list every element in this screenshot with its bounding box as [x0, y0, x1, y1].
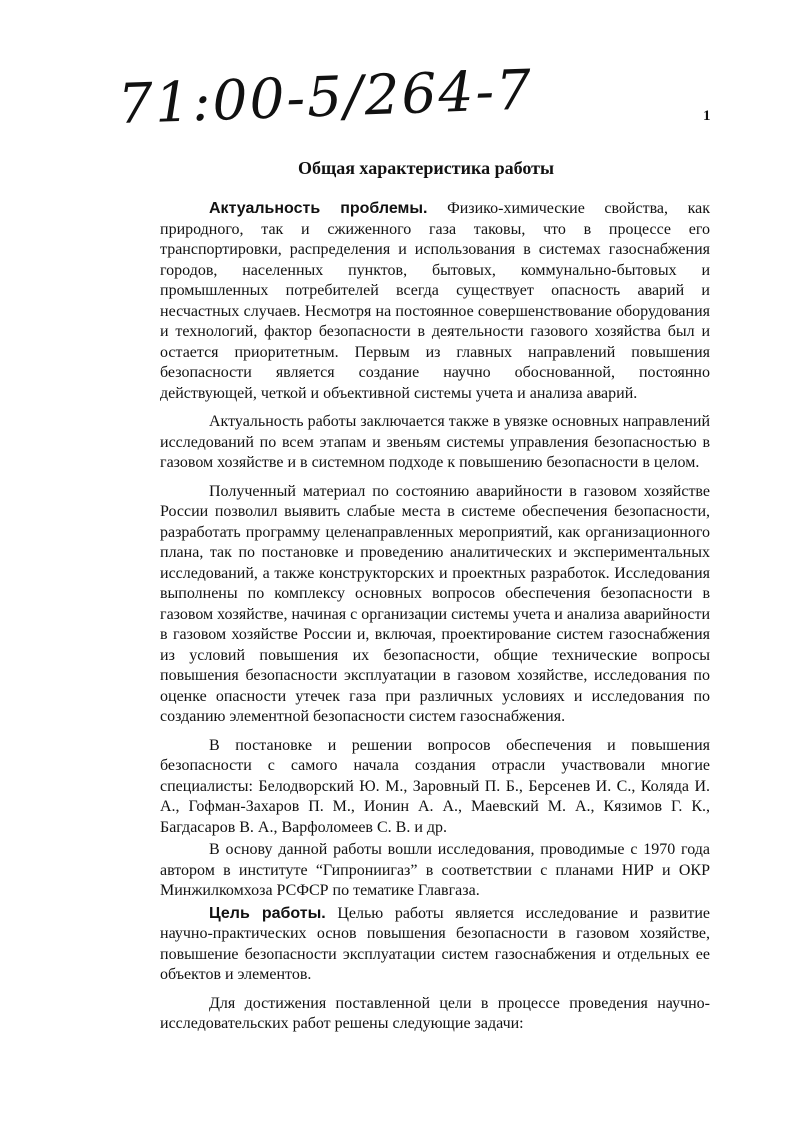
paragraph-lead: Цель работы. [209, 904, 326, 922]
paragraph-text: Актуальность работы заключается также в увязке основных направлений исследований по всем этапам и звеньям системы управления безопасностью в газовом хозяйстве и в системном подходе к повышению безопасности в целом. [160, 413, 710, 471]
paragraph-tasks-intro [160, 994, 710, 1035]
paragraph-text: Для достижения поставленной цели в процессе проведения научно-исследовательских работ решены следующие задачи: [160, 994, 710, 1032]
paragraph-text: В постановке и решении вопросов обеспечения и повышения безопасности с самого начала создания отрасли участвовали многие специалисты: Белодворский Ю. М., Заровный П. Б., Берсенев И. С., Коляда И. А., Гофман-Захаров П. М., Ионин А. А., Маевский М. А., Кязимов Г. К., Багдасаров В. А., Варфоломеев С. В. и др. [160, 736, 710, 836]
paragraph-lead: Актуальность проблемы. [209, 200, 428, 217]
paragraph-goal [160, 904, 710, 986]
paragraph-text: Целью работы является исследование и развитие научно-практических основ повышения безопасности в газовом хозяйстве, повышение безопасности эксплуатации систем газоснабжения и отдельных ее объектов и элементов. [160, 904, 711, 983]
paragraph-relevance-work [160, 412, 710, 474]
paragraph-text: Полученный материал по состоянию аварийности в газовом хозяйстве России позволил выявить слабые места в системе обеспечения безопасности, разработать программу целенаправленных мероприятий, как организационного плана, так по постановке и проведению аналитических и экспериментальных исследований, а также конструкторских и проектных разработок. Исследования выполнены по комплексу основных вопросов обеспечения безопасности в газовом хозяйстве, начиная с организации системы учета и анализа аварийности в газовом хозяйстве России и, включая, проектирование систем газоснабжения из условий повышения их безопасности, общие технические вопросы повышения безопасности эксплуатации в газовом хозяйстве, исследования по оценке опасности утечек газа при различных условиях и исследования по созданию элементной безопасности систем газоснабжения. [160, 482, 710, 725]
handwritten-registration-number: 71:00-5/264-7 [116, 57, 535, 136]
document-body [160, 199, 710, 1037]
paragraph-basis [160, 840, 710, 902]
page-number: 1 [703, 108, 711, 124]
paragraph-relevance-problem [160, 199, 710, 404]
paragraph-specialists [160, 736, 710, 839]
section-title: Общая характеристика работы [298, 158, 555, 178]
paragraph-text: В основу данной работы вошли исследования, проводимые с 1970 года автором в институте “Гипрониигаз” в соответствии с планами НИР и ОКР Минжилкомхоза РСФСР по тематике Главгаза. [160, 841, 710, 899]
paragraph-research-material [160, 482, 710, 728]
paragraph-text: Физико-химические свойства, как природного, так и сжиженного газа таковы, что в процессе его транспортировки, распределения и использования в системах газоснабжения городов, населенных пунктов, бытовых, коммунально-бытовых и промышленных потребителей всегда существует опасность аварий и несчастных случаев. Несмотря на постоянное совершенствование оборудования и технологий, фактор безопасности в деятельности газового хозяйства был и остается приоритетным. Первым из главных направлений повышения безопасности является создание научно обоснованной, постоянно действующей, четкой и объективной системы учета и анализа аварий. [160, 200, 711, 402]
